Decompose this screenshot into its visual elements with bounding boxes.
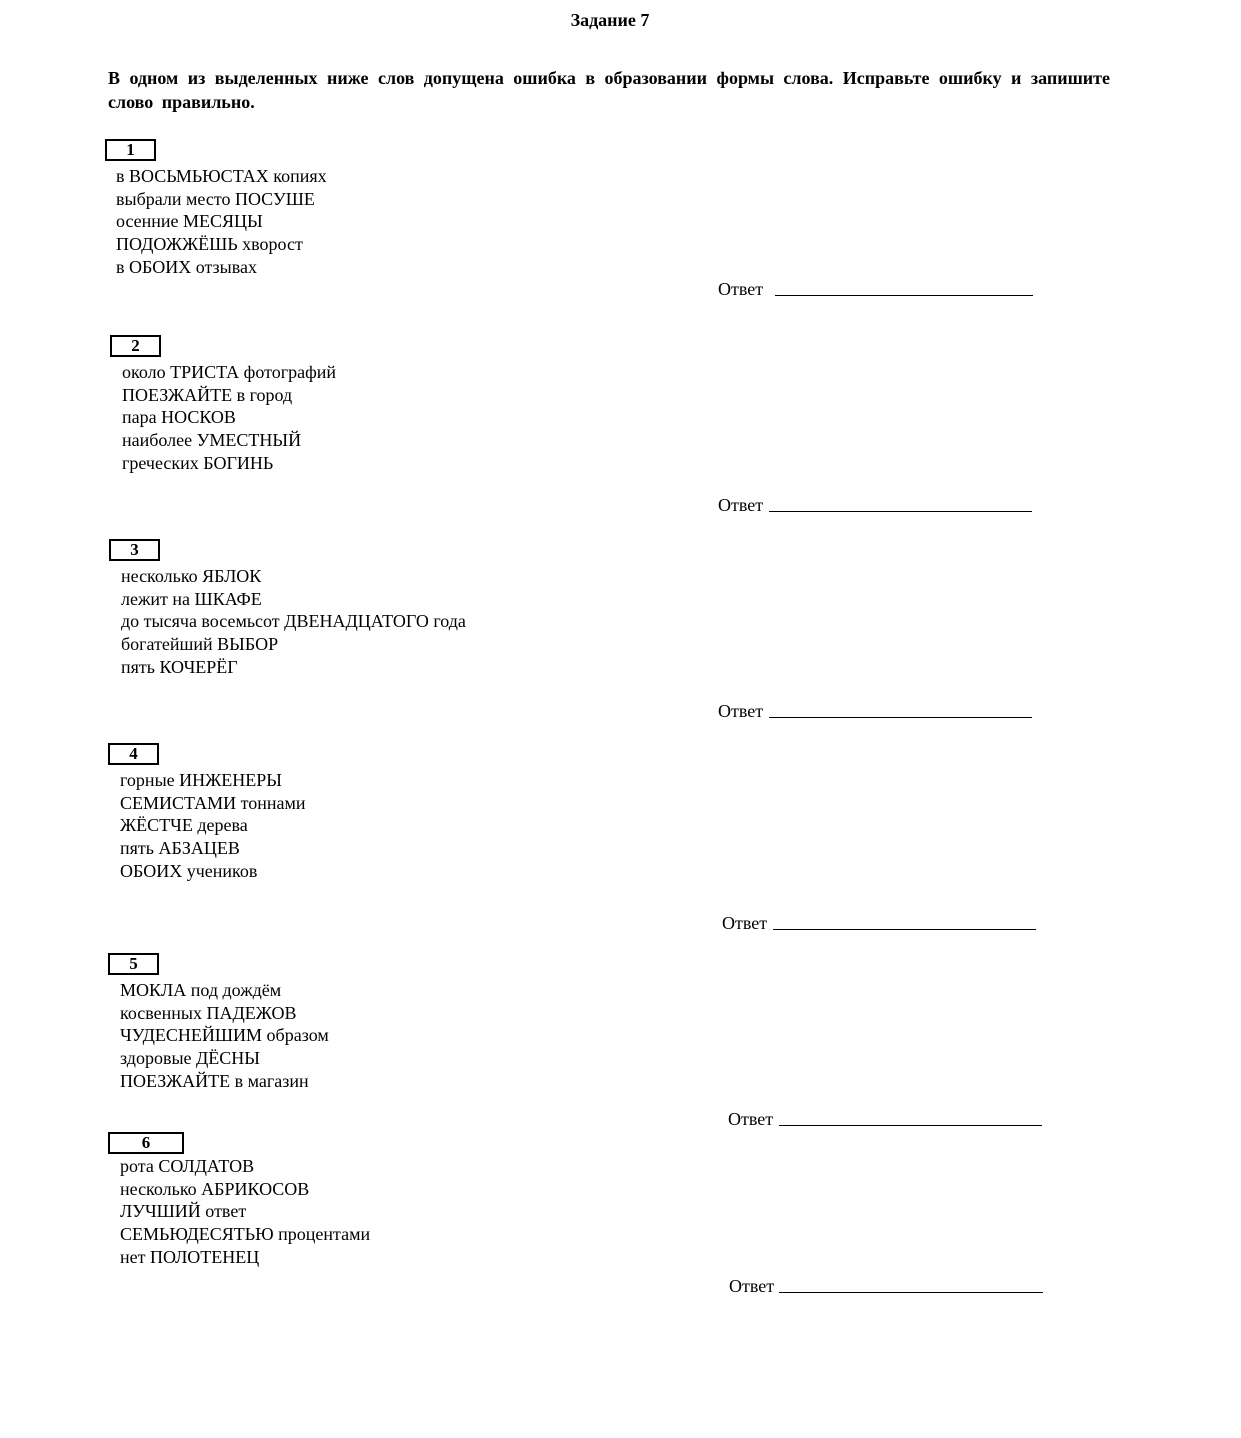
answer-label: Ответ	[729, 1276, 775, 1296]
task-item: богатейший ВЫБОР	[121, 634, 279, 655]
task-item: здоровые ДЁСНЫ	[120, 1048, 261, 1069]
page-title: Задание 7	[570, 10, 650, 30]
task-items	[121, 565, 466, 679]
task-items	[120, 1155, 370, 1269]
task-item: в ОБОИХ отзывах	[116, 256, 258, 277]
task-item: СЕМЬЮДЕСЯТЬЮ процентами	[120, 1224, 371, 1245]
answer-field[interactable]	[722, 912, 1038, 934]
task-item: СЕМИСТАМИ тоннами	[120, 792, 306, 813]
task-number-box: 6	[108, 1132, 184, 1154]
task-item: ПОДОЖЖЁШЬ хворост	[116, 234, 303, 255]
task-item: до тысяча восемьсот ДВЕНАДЦАТОГО года	[121, 611, 466, 632]
answer-label: Ответ	[718, 701, 764, 721]
task-item: ОБОИХ учеников	[120, 860, 258, 881]
task-item: нет ПОЛОТЕНЕЦ	[120, 1246, 260, 1267]
task-number-box: 1	[105, 139, 156, 161]
answer-label: Ответ	[728, 1109, 774, 1129]
answer-line[interactable]	[779, 1292, 1043, 1293]
answer-label: Ответ	[722, 913, 768, 933]
task-items	[120, 769, 306, 883]
task-item: пара НОСКОВ	[122, 407, 236, 428]
task-item: МОКЛА под дождём	[120, 980, 282, 1000]
task-item: греческих БОГИНЬ	[122, 452, 274, 473]
task-items	[122, 361, 336, 475]
task-item: лежит на ШКАФЕ	[121, 588, 262, 609]
task-number-box: 3	[109, 539, 160, 561]
task-item: горные ИНЖЕНЕРЫ	[120, 770, 282, 790]
task-items	[120, 979, 329, 1093]
task-item: в ВОСЬМЬЮСТАХ копиях	[116, 166, 327, 186]
task-item: несколько ЯБЛОК	[121, 566, 262, 586]
task-items	[116, 165, 327, 279]
answer-line[interactable]	[769, 717, 1032, 718]
task-item: несколько АБРИКОСОВ	[120, 1178, 310, 1199]
answer-field[interactable]	[718, 278, 1034, 300]
task-item: ЛУЧШИЙ ответ	[120, 1201, 247, 1222]
answer-field[interactable]	[718, 494, 1034, 516]
task-item: косвенных ПАДЕЖОВ	[120, 1002, 297, 1023]
task-item: ЖЁСТЧЕ дерева	[120, 815, 248, 836]
task-number-box: 2	[110, 335, 161, 357]
answer-line[interactable]	[775, 295, 1033, 296]
answer-line[interactable]	[773, 929, 1036, 930]
task-number-box: 5	[108, 953, 159, 975]
task-item: осенние МЕСЯЦЫ	[116, 211, 263, 232]
task-item: пять КОЧЕРЁГ	[121, 656, 238, 677]
task-item: ПОЕЗЖАЙТЕ в магазин	[120, 1070, 309, 1091]
task-item: ПОЕЗЖАЙТЕ в город	[122, 384, 293, 405]
task-item: рота СОЛДАТОВ	[120, 1156, 255, 1176]
answer-field[interactable]	[718, 700, 1034, 722]
task-item: около ТРИСТА фотографий	[122, 362, 337, 382]
task-item: пять АБЗАЦЕВ	[120, 838, 240, 859]
task-instruction: В одном из выделенных ниже слов допущена ошибка в образовании формы слова. Исправьте ошибку и запишите слово правильно.	[108, 68, 1110, 112]
task-item: выбрали место ПОСУШЕ	[116, 188, 315, 209]
answer-line[interactable]	[779, 1125, 1042, 1126]
answer-label: Ответ	[718, 495, 764, 515]
task-item: наиболее УМЕСТНЫЙ	[122, 430, 302, 451]
answer-field[interactable]	[728, 1108, 1044, 1130]
task-number-box: 4	[108, 743, 159, 765]
answer-line[interactable]	[769, 511, 1032, 512]
answer-field[interactable]	[729, 1275, 1045, 1297]
task-item: ЧУДЕСНЕЙШИМ образом	[120, 1025, 329, 1046]
answer-label: Ответ	[718, 279, 764, 299]
